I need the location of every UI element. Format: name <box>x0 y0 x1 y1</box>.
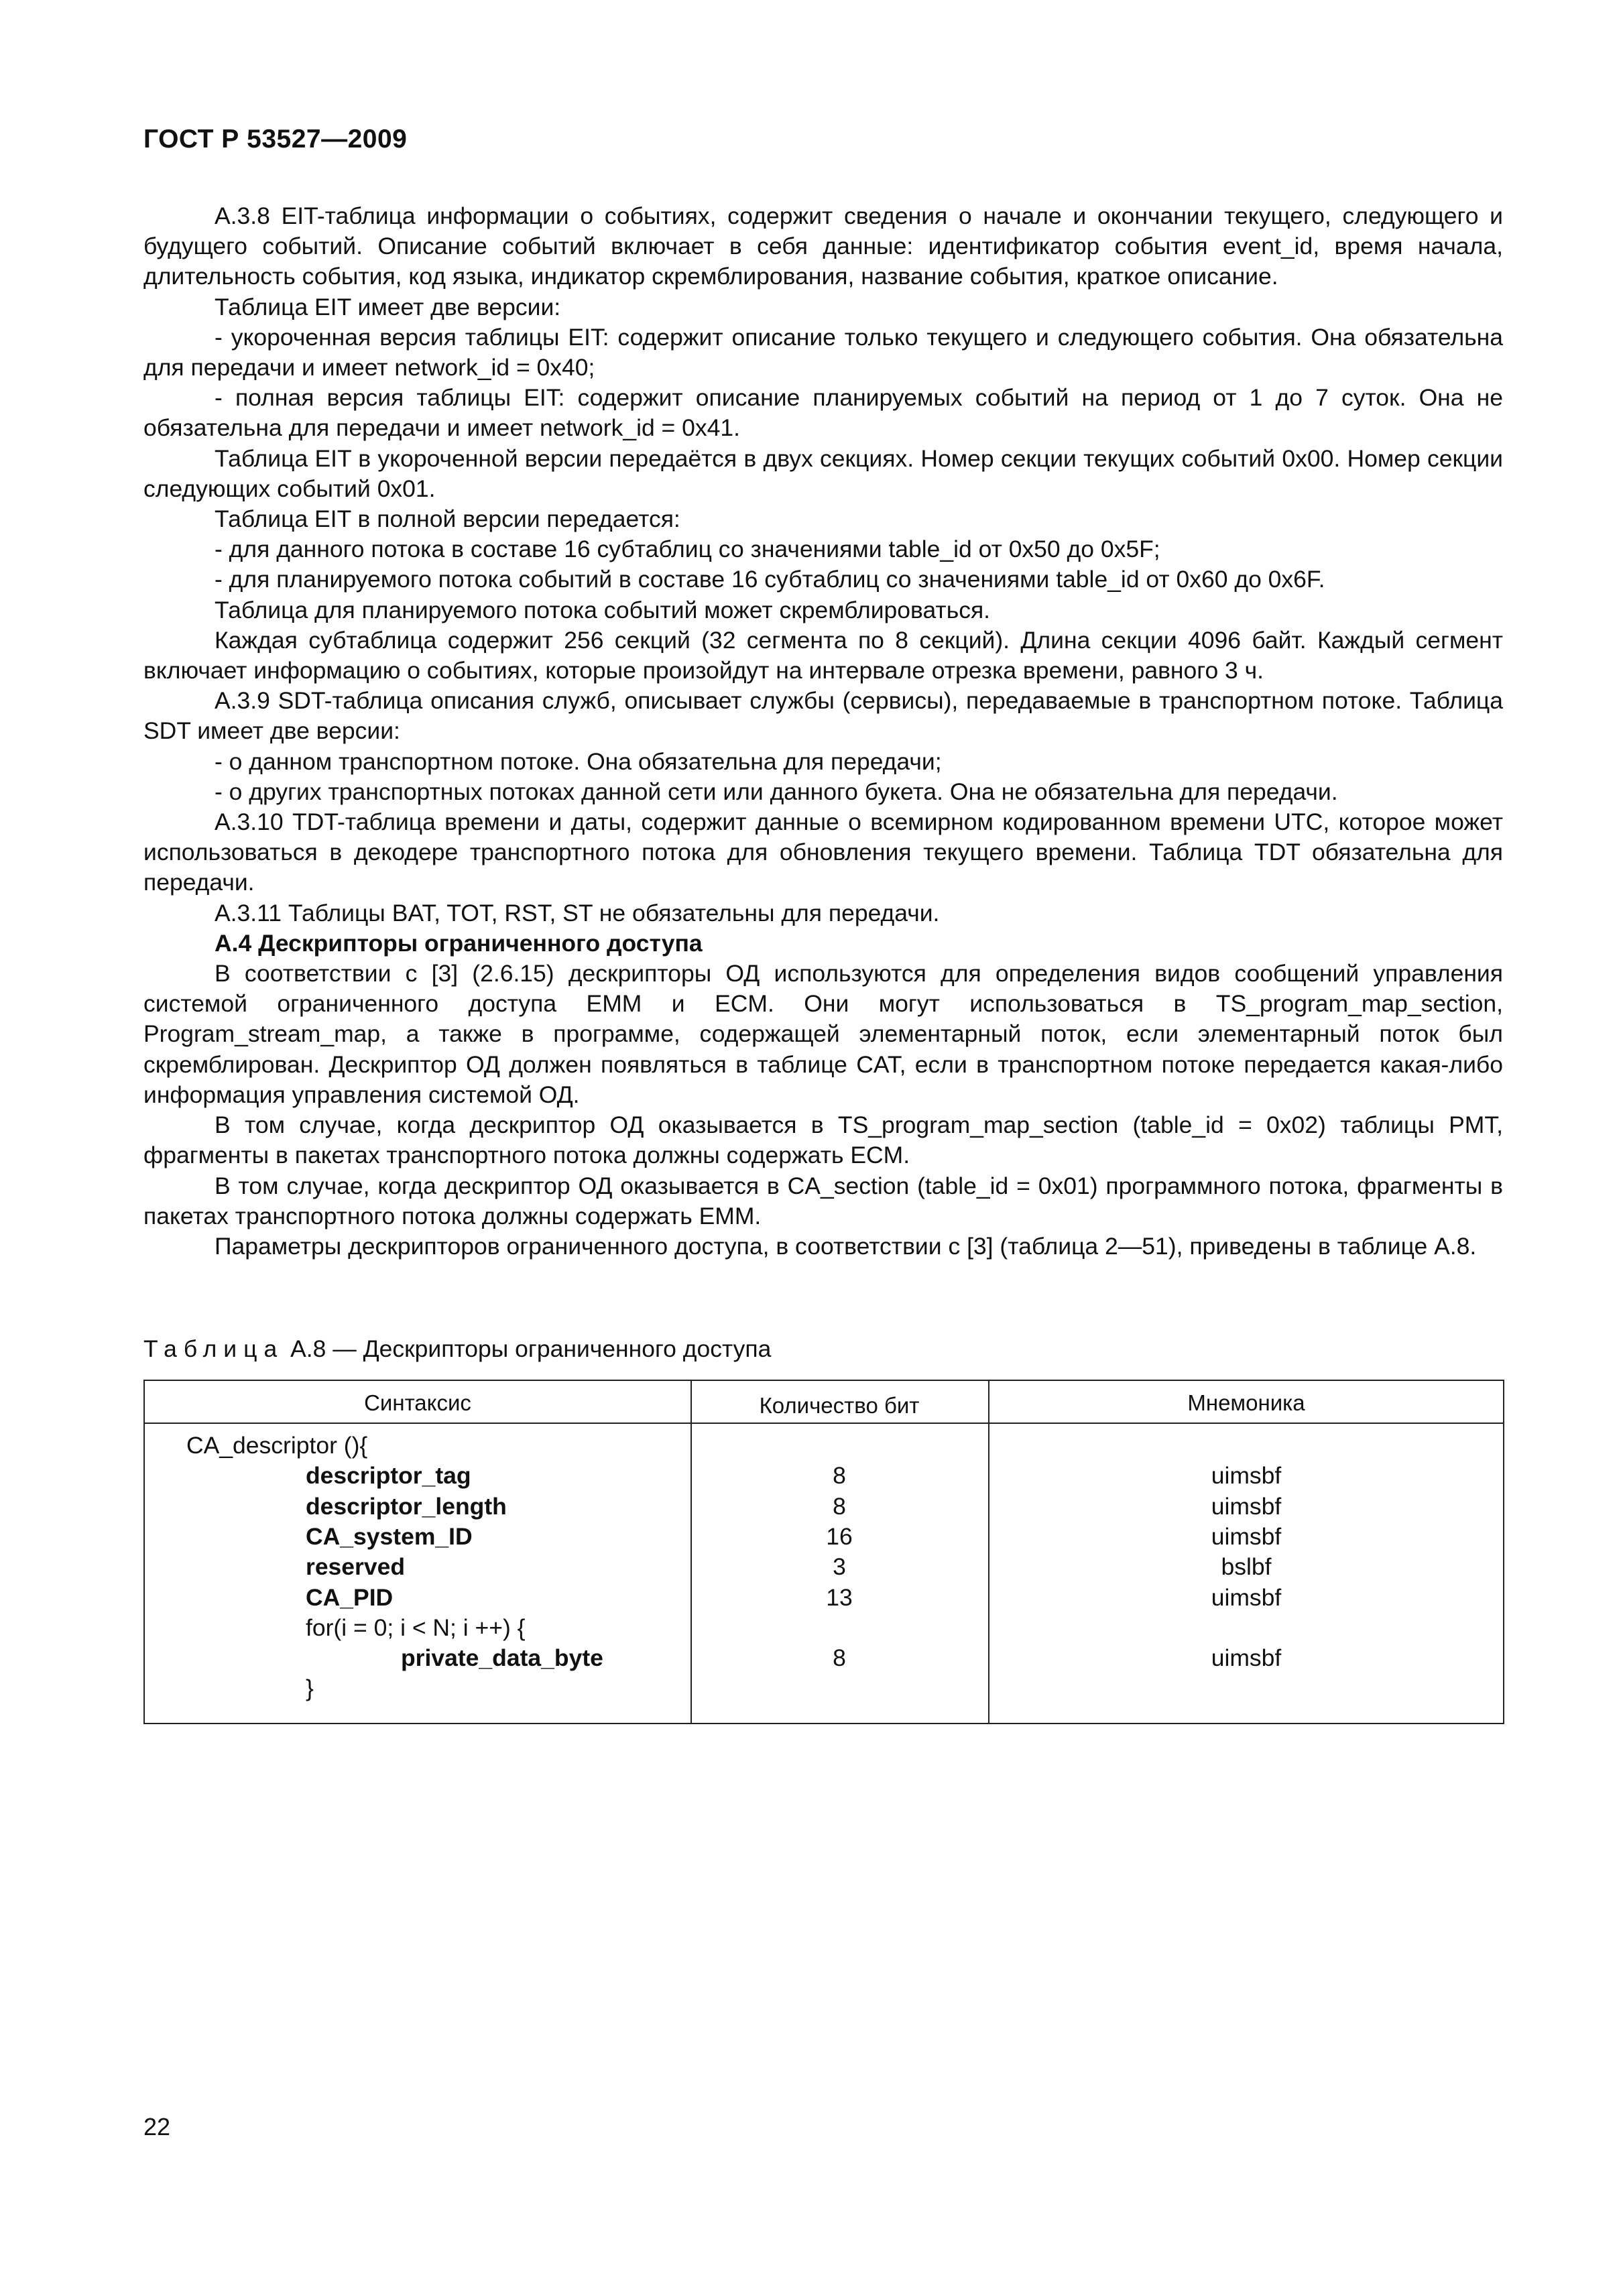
paragraph: - укороченная версия таблицы EIT: содержит описание только текущего и следующего события. Она обязательна для передачи и имеет network_id = 0x40; <box>143 323 1503 381</box>
table-cell-syntax: CA_PID <box>306 1583 394 1611</box>
table-header-syntax: Синтаксис <box>364 1390 471 1415</box>
paragraph: А.3.8 EIT-таблица информации о событиях, содержит сведения о начале и окончании текущего, следующего и будущего событий. Описание событий включает в себя данные: идентификатор события event_id, время начала, длительность события, код языка, индикатор скремблирования, название события, краткое описание. <box>143 202 1503 290</box>
paragraph: Таблица для планируемого потока событий может скремблироваться. <box>215 596 991 623</box>
paragraph: - о данном транспортном потоке. Она обязательна для передачи; <box>215 747 942 775</box>
table-cell-mnemonic: uimsbf <box>1211 1462 1282 1490</box>
table-cell-syntax: for(i = 0; i < N; i ++) { <box>306 1614 526 1641</box>
table-cell-bits: 16 <box>826 1522 853 1550</box>
table-header-mnemonic: Мнемоника <box>1187 1390 1305 1415</box>
paragraph: Таблица EIT в полной версии передается: <box>215 505 680 533</box>
paragraph: В соответствии с [3] (2.6.15) дескрипторы ОД используются для определения видов сообщений управления системой ограниченного доступа EMM и ECM. Они могут использоваться в TS_program_map_section, Program_stream_map, а также в программе, содержащей элементарный поток, если элементарный поток был скремблирован. Дескриптор ОД должен появляться в таблице CAT, если в транспортном потоке передается какая-либо информация управления системой ОД. <box>143 960 1503 1108</box>
table-cell-bits: 8 <box>833 1644 846 1672</box>
paragraph: Таблица EIT имеет две версии: <box>215 293 561 320</box>
table-cell-mnemonic: uimsbf <box>1211 1583 1282 1611</box>
paragraph: А.3.11 Таблицы BAT, TOT, RST, ST не обязательны для передачи. <box>215 899 940 926</box>
table-cell-bits: 8 <box>833 1492 846 1520</box>
table-cell-syntax: CA_descriptor (){ <box>186 1432 368 1459</box>
paragraph: В том случае, когда дескриптор ОД оказывается в CA_section (table_id = 0x01) программного потока, фрагменты в пакетах транспортного потока должны содержать EMM. <box>143 1172 1503 1229</box>
table-caption-title: А.8 — Дескрипторы ограниченного доступа <box>284 1335 772 1362</box>
table-cell-mnemonic: uimsbf <box>1211 1522 1282 1550</box>
paragraph: - для данного потока в составе 16 субтаблиц со значениями table_id от 0x50 до 0x5F; <box>215 536 1160 563</box>
table-header-bits: Количество бит <box>759 1393 920 1418</box>
table-cell-bits: 3 <box>833 1553 846 1581</box>
table-cell-mnemonic: uimsbf <box>1211 1492 1282 1520</box>
paragraph: - для планируемого потока событий в составе 16 субтаблиц со значениями table_id от 0x60 до 0x6F. <box>215 566 1325 593</box>
table-cell-syntax: descriptor_length <box>306 1492 507 1520</box>
table-cell-bits: 13 <box>826 1583 853 1611</box>
table-header-divider <box>145 1423 1503 1424</box>
table-cell-syntax: private_data_byte <box>401 1644 603 1672</box>
table-cell-syntax: CA_system_ID <box>306 1522 473 1550</box>
table-cell-mnemonic: uimsbf <box>1211 1644 1282 1672</box>
section-heading: А.4 Дескрипторы ограниченного доступа <box>215 929 703 957</box>
paragraph: А.3.9 SDT-таблица описания служб, описывает службы (сервисы), передаваемые в транспортном потоке. Таблица SDT имеет две версии: <box>143 687 1503 745</box>
page-number: 22 <box>143 2113 171 2140</box>
table-cell-bits: 8 <box>833 1462 846 1490</box>
paragraph: А.3.10 TDT-таблица времени и даты, содержит данные о всемирном кодированном времени UTC, которое может использоваться в декодере транспортного потока для обновления текущего времени. Таблица TDT обязательна для передачи. <box>143 808 1503 896</box>
table-caption-label: Таблица <box>143 1335 284 1362</box>
paragraph: Параметры дескрипторов ограниченного доступа, в соответствии с [3] (таблица 2—51), приведены в таблице А.8. <box>215 1232 1477 1260</box>
table-cell-mnemonic: bslbf <box>1221 1553 1272 1581</box>
paragraph: Таблица EIT в укороченной версии передаётся в двух секциях. Номер секции текущих событий 0x00. Номер секции следующих событий 0x01. <box>143 444 1503 502</box>
document-header: ГОСТ Р 53527—2009 <box>143 125 408 154</box>
table-cell-syntax: descriptor_tag <box>306 1462 471 1490</box>
table-cell-syntax: reserved <box>306 1553 406 1581</box>
paragraph: Каждая субтаблица содержит 256 секций (32 сегмента по 8 секций). Длина секции 4096 байт. Каждый сегмент включает информацию о событиях, которые произойдут на интервале отрезка времени, равного 3 ч. <box>143 626 1503 684</box>
paragraph: - полная версия таблицы EIT: содержит описание планируемых событий на период от 1 до 7 суток. Она не обязательна для передачи и имеет network_id = 0x41. <box>143 384 1503 442</box>
paragraph: - о других транспортных потоках данной сети или данного букета. Она не обязательна для передачи. <box>215 778 1338 805</box>
table-cell-syntax: } <box>306 1675 314 1702</box>
body-text <box>143 201 1503 1262</box>
paragraph: В том случае, когда дескриптор ОД оказывается в TS_program_map_section (table_id = 0x02) таблицы PMT, фрагменты в пакетах транспортного потока должны содержать ECM. <box>143 1111 1503 1169</box>
table-caption <box>143 1334 771 1364</box>
descriptor-table <box>143 1380 1504 1724</box>
